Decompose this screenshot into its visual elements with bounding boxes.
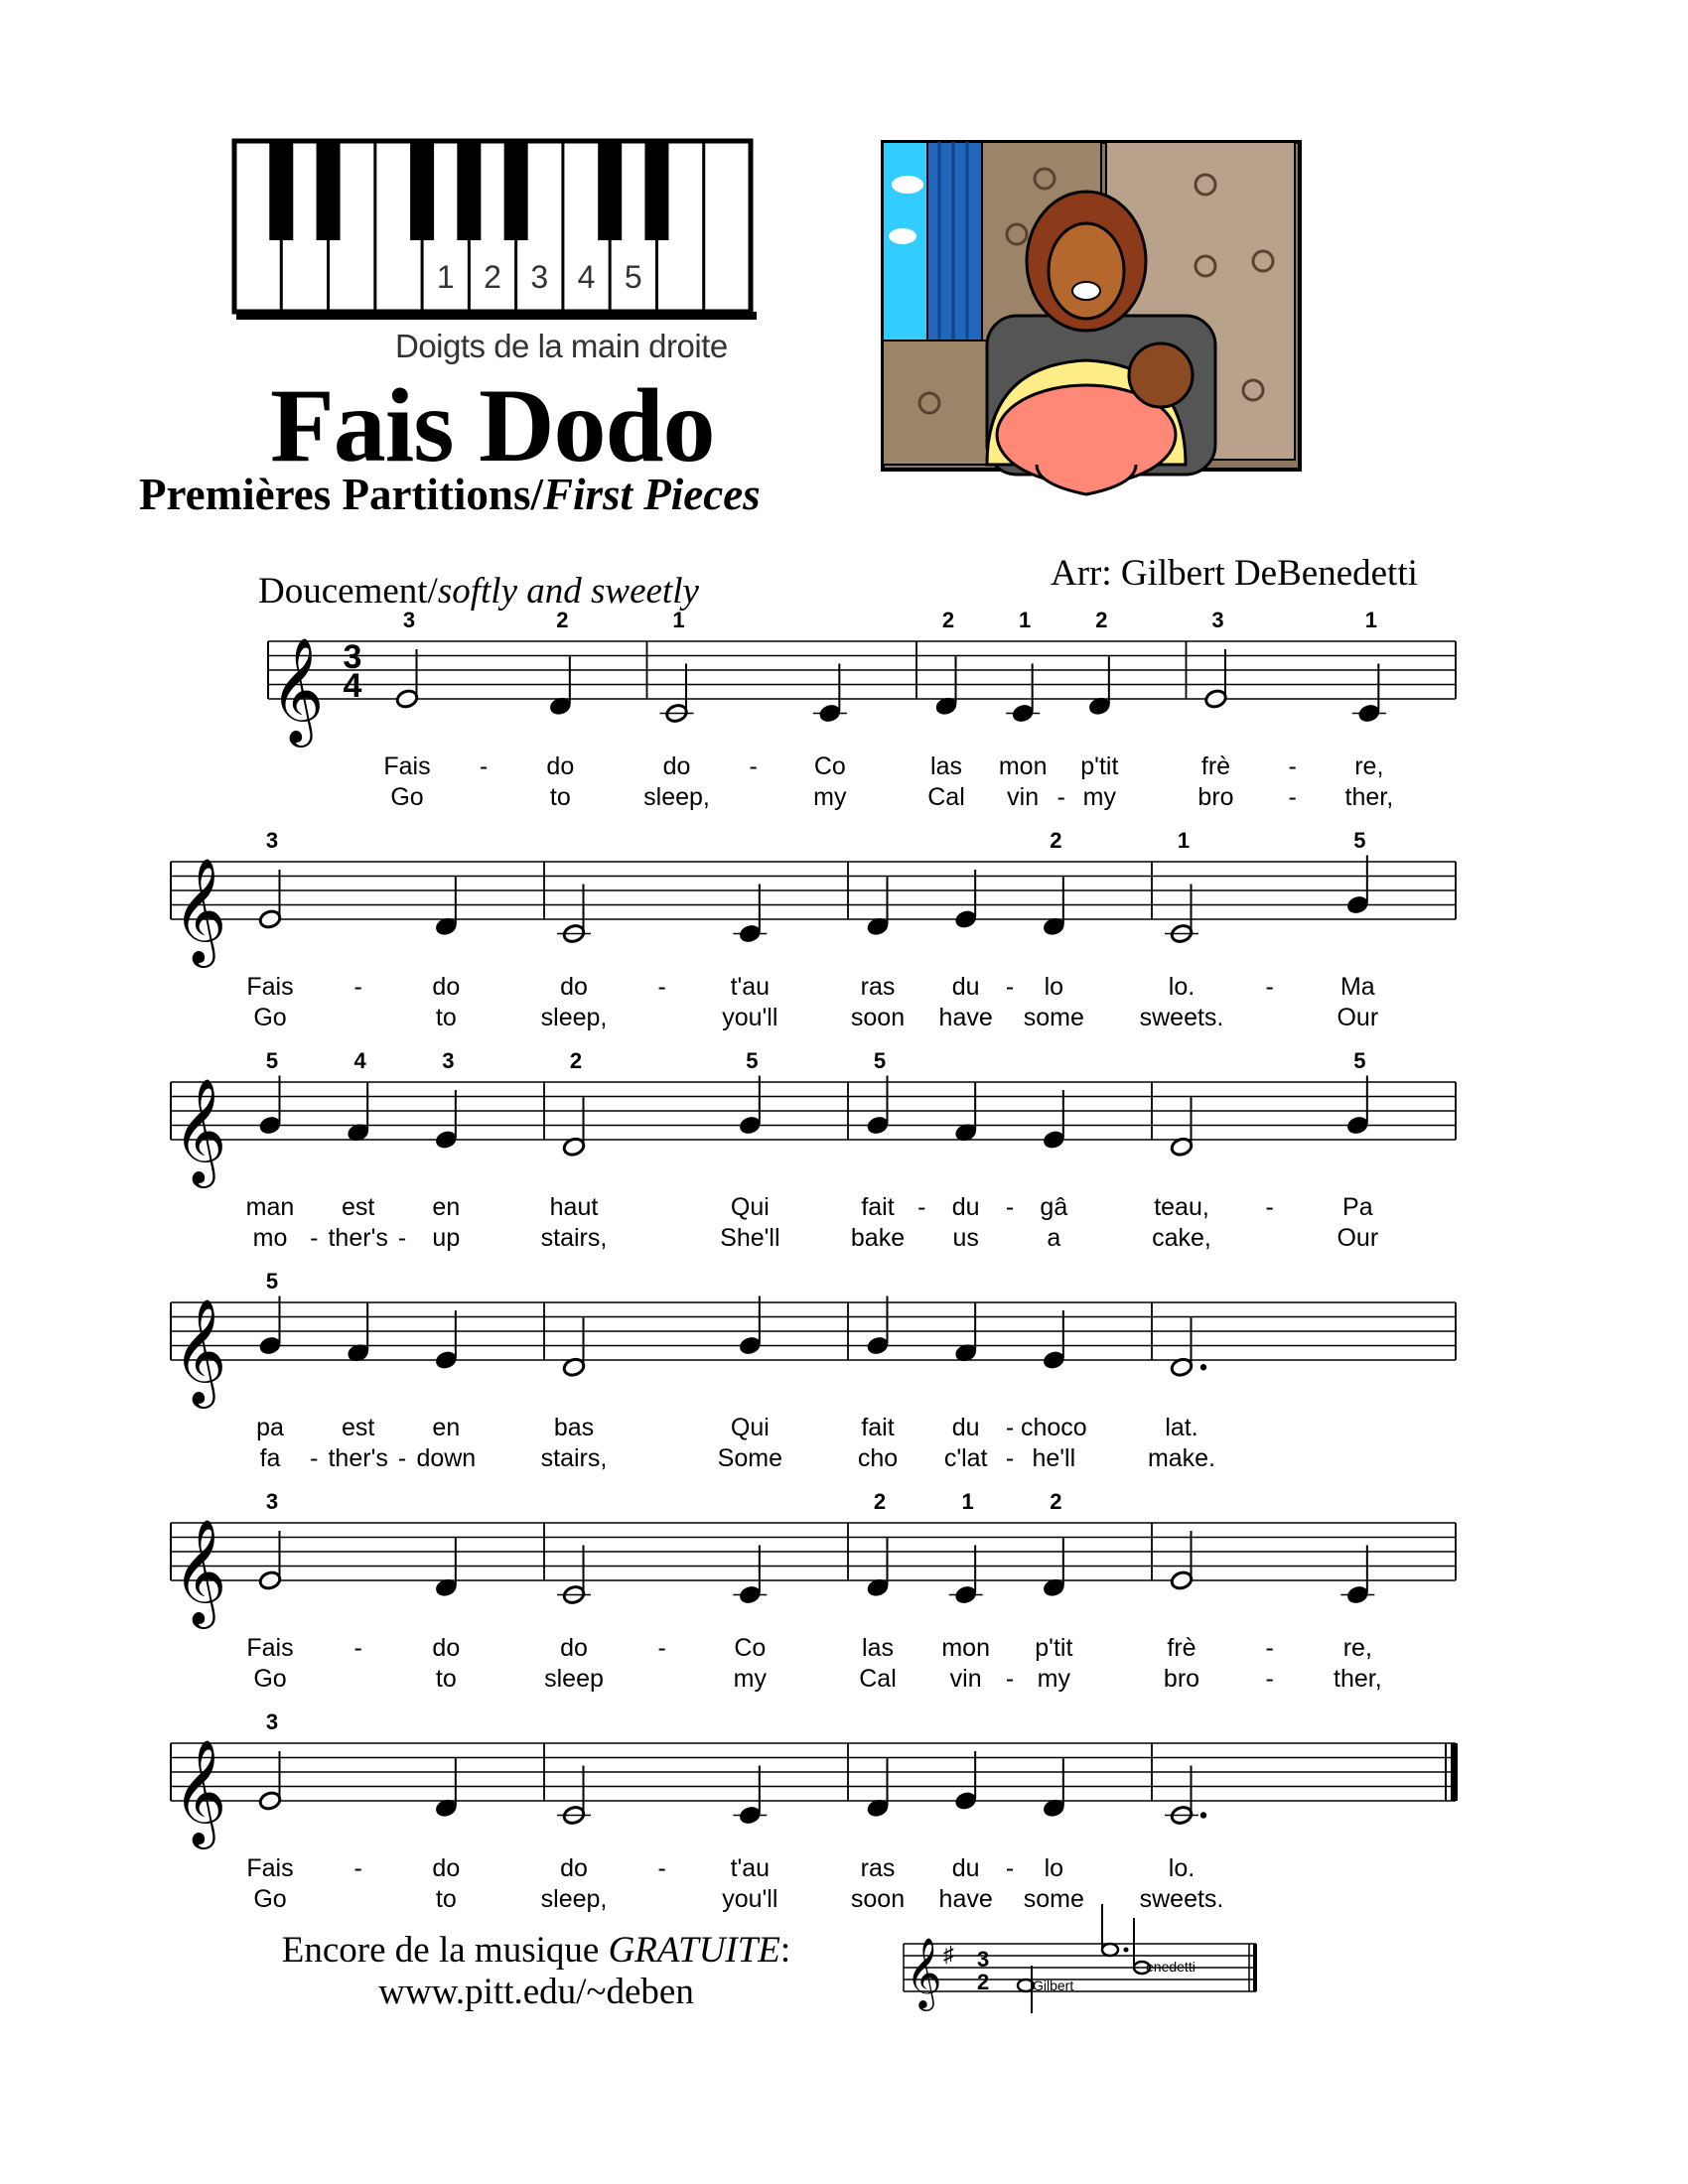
lyric-french: lat. [1165, 1414, 1198, 1441]
arranger-credit: Arr: Gilbert DeBenedetti [1051, 553, 1418, 594]
lyric-english: She'll [720, 1224, 780, 1252]
lyric-english: Go [390, 783, 424, 811]
subtitle-italic: First Pieces [542, 470, 761, 519]
lyric-hyphen: - [397, 1444, 407, 1472]
note-head [866, 1115, 890, 1136]
lyric-french: Fais [246, 1854, 294, 1882]
footer-line-1: Encore de la musique GRATUITE: [281, 1930, 791, 1971]
lyric-french: do [560, 973, 588, 1001]
lyric-english: Go [253, 1665, 287, 1693]
lyric-french: do [560, 1634, 588, 1662]
fingering-number: 2 [1095, 608, 1108, 632]
lyric-english: Cal [859, 1665, 897, 1693]
page-title: Fais Dodo [270, 367, 715, 483]
lyric-english: Go [253, 1885, 287, 1913]
fingering-number: 3 [442, 1048, 455, 1073]
staff-system [171, 1269, 1456, 1472]
lyric-french: est [341, 1414, 375, 1441]
lyric-french: Fais [383, 752, 431, 780]
fingering-number: 5 [265, 1269, 279, 1294]
lyric-french: haut [549, 1193, 599, 1221]
lyric-english: sleep [544, 1665, 604, 1693]
lyric-hyphen: - [353, 1634, 362, 1662]
fingering-number: 1 [1177, 828, 1191, 853]
lyric-french: t'au [730, 1854, 771, 1882]
lyric-english: sleep, [540, 1885, 608, 1913]
lyric-english: to [435, 1665, 457, 1693]
logo-text-right: enedetti [1146, 1959, 1196, 1975]
note-head [1345, 1115, 1369, 1136]
lyric-english: sweets. [1139, 1004, 1224, 1031]
lyric-french: do [662, 752, 691, 780]
fingering-number: 5 [873, 1048, 887, 1073]
lyric-english: us [952, 1224, 979, 1252]
lyric-french: frè [1200, 752, 1231, 780]
lyric-hyphen: - [1005, 973, 1015, 1001]
logo-time-top: 3 [977, 1947, 990, 1972]
lyric-french: do [432, 1634, 461, 1662]
lyric-french: Pa [1342, 1193, 1373, 1221]
lyric-english: ther's [328, 1444, 388, 1472]
lyric-english: mo [252, 1224, 288, 1252]
lyric-hyphen: - [657, 1634, 666, 1662]
lyric-english: up [432, 1224, 461, 1252]
lyric-french: lo [1044, 1854, 1064, 1882]
finger-number-label: 1 [436, 259, 455, 295]
lyric-hyphen: - [310, 1444, 319, 1472]
tempo-main: Doucement/ [258, 571, 438, 612]
fingering-number: 2 [1050, 828, 1062, 853]
subtitle-main: Premières Partitions/ [139, 470, 543, 519]
lyric-french: frè [1167, 1634, 1196, 1662]
lyric-french: ras [860, 973, 896, 1001]
lyric-english: fa [259, 1444, 281, 1472]
footer-url[interactable]: www.pitt.edu/~deben [378, 1972, 694, 2012]
lyric-english: to [435, 1885, 457, 1913]
lyric-hyphen: - [1005, 1665, 1015, 1693]
fingering-number: 3 [1211, 608, 1224, 632]
lyric-french: lo. [1168, 1854, 1196, 1882]
svg-text:𝄞: 𝄞 [906, 1939, 942, 2007]
lyric-french: mon [941, 1634, 990, 1662]
lyric-english: have [938, 1004, 993, 1031]
lyric-hyphen: - [1288, 783, 1297, 811]
fingering-number: 3 [265, 828, 279, 853]
lyric-french: Ma [1339, 973, 1375, 1001]
lyric-french: Fais [246, 1634, 294, 1662]
note-head [258, 1791, 282, 1812]
lyric-french: do [546, 752, 575, 780]
staff-system [171, 1489, 1456, 1693]
lyric-english: a [1047, 1224, 1061, 1252]
fingering-number: 1 [1364, 608, 1377, 632]
lyric-english: have [938, 1885, 993, 1913]
lyric-english: my [1082, 783, 1116, 811]
lyric-english: make. [1147, 1444, 1216, 1472]
finger-number-label: 4 [577, 259, 596, 295]
note-head [1170, 1570, 1194, 1591]
lyric-french: ras [860, 1854, 896, 1882]
finger-number-label: 2 [484, 259, 501, 295]
lyric-hyphen: - [1005, 1414, 1015, 1441]
note-head [434, 1350, 458, 1371]
note-head [395, 689, 419, 710]
augmentation-dot [1200, 1364, 1206, 1370]
treble-clef-icon: 𝄞 [173, 860, 227, 961]
lyric-french: Co [813, 752, 846, 780]
fingering-number: 5 [746, 1048, 759, 1073]
note-head [258, 1335, 282, 1356]
note-head [258, 1115, 282, 1136]
fingering-number: 5 [1353, 828, 1366, 853]
lyric-french: du [951, 1414, 980, 1441]
keyboard-caption: Doigts de la main droite [395, 328, 728, 364]
note-head [1042, 1350, 1065, 1371]
lyric-english: my [813, 783, 847, 811]
staff-system [171, 1048, 1456, 1252]
lyric-french: lo. [1168, 973, 1196, 1001]
lyric-hyphen: - [1288, 752, 1297, 780]
lyric-french: p'tit [1080, 752, 1119, 780]
fingering-number: 3 [265, 1709, 279, 1734]
lyric-french: Qui [730, 1414, 770, 1441]
treble-clef-icon: 𝄞 [173, 1080, 227, 1181]
finger-number-label: 3 [530, 259, 549, 295]
lyric-english: sleep, [643, 783, 710, 811]
lyric-hyphen: - [1005, 1854, 1015, 1882]
lyric-french: do [432, 973, 461, 1001]
lyric-french: en [432, 1193, 461, 1221]
lyric-french: pa [256, 1414, 284, 1441]
lyric-english: vin [1007, 783, 1040, 811]
lyric-english: to [549, 783, 571, 811]
note-head [258, 1570, 282, 1591]
fingering-number: 5 [1353, 1048, 1366, 1073]
tempo-italic: softly and sweetly [437, 571, 699, 612]
lyric-english: bro [1197, 783, 1234, 811]
lyric-french: bas [553, 1414, 595, 1441]
logo-text-left: Gilbert [1033, 1978, 1074, 1993]
fingering-number: 4 [353, 1048, 366, 1073]
lyric-french: Co [734, 1634, 767, 1662]
lyric-hyphen: - [1265, 1634, 1274, 1662]
lyric-hyphen: - [1265, 1665, 1274, 1693]
lyric-english: stairs, [540, 1444, 608, 1472]
lyric-hyphen: - [917, 1193, 926, 1221]
lyric-french: du [951, 1854, 980, 1882]
lyric-english: stairs, [540, 1224, 608, 1252]
lyric-english: Our [1336, 1224, 1379, 1252]
fingering-number: 5 [265, 1048, 279, 1073]
staff-system [268, 608, 1456, 811]
lyric-english: you'll [722, 1885, 778, 1913]
note-head [738, 1335, 762, 1356]
augmentation-dot [1200, 1812, 1206, 1818]
lyric-french: t'au [730, 973, 771, 1001]
lyric-english: soon [850, 1885, 906, 1913]
note-head [434, 1130, 458, 1151]
note-head [1204, 689, 1228, 710]
lyric-french: est [341, 1193, 375, 1221]
lyric-english: ther, [1344, 783, 1394, 811]
fingering-number: 3 [265, 1489, 279, 1514]
lyric-hyphen: - [657, 1854, 666, 1882]
lyric-hyphen: - [749, 752, 758, 780]
treble-clef-icon: 𝄞 [173, 1741, 227, 1843]
fingering-number: 2 [569, 1048, 583, 1073]
lyric-french: lo [1044, 973, 1064, 1001]
treble-clef-icon: 𝄞 [173, 1521, 227, 1622]
lyric-english: you'll [722, 1004, 778, 1031]
lyric-french: en [432, 1414, 461, 1441]
treble-clef-icon: 𝄞 [173, 1300, 227, 1402]
time-signature-bottom: 4 [343, 667, 362, 705]
fingering-number: 2 [873, 1489, 887, 1514]
lyric-hyphen: - [1005, 1444, 1015, 1472]
lyric-english: some [1023, 1885, 1084, 1913]
note-head [954, 909, 978, 930]
lyric-french: man [245, 1193, 295, 1221]
lyric-hyphen: - [1265, 1193, 1274, 1221]
lyric-french: re, [1342, 1634, 1372, 1662]
logo-time-bottom: 2 [977, 1970, 990, 1994]
staff-system [171, 828, 1456, 1031]
fingering-number: 2 [1050, 1489, 1062, 1514]
lyric-hyphen: - [310, 1224, 319, 1252]
lyric-english: ther, [1334, 1665, 1382, 1693]
lyric-hyphen: - [657, 973, 666, 1001]
lyric-french: fait [861, 1193, 895, 1221]
fingering-number: 1 [672, 608, 685, 632]
lyric-french: las [930, 752, 962, 780]
lyric-french: las [862, 1634, 894, 1662]
lyric-french: mon [998, 752, 1048, 780]
lyric-french: du [951, 973, 980, 1001]
note-head [258, 909, 282, 930]
lyric-hyphen: - [1056, 783, 1065, 811]
note-head [738, 1115, 762, 1136]
lyric-english: my [733, 1665, 767, 1693]
lyric-english: Go [253, 1004, 287, 1031]
lyric-english: cake, [1152, 1224, 1211, 1252]
finger-number-label: 5 [624, 259, 642, 295]
lyric-french: teau, [1154, 1193, 1209, 1221]
fingering-number: 1 [1019, 608, 1032, 632]
lyric-french: Qui [730, 1193, 770, 1221]
lyric-english: Cal [927, 783, 965, 811]
lyric-english: soon [850, 1004, 906, 1031]
lyric-french: re, [1354, 752, 1384, 780]
lyric-french: Fais [246, 973, 294, 1001]
lyric-english: to [435, 1004, 457, 1031]
lyric-english: sweets. [1139, 1885, 1224, 1913]
fingering-number: 2 [556, 608, 569, 632]
lyric-english: c'lat [943, 1444, 988, 1472]
note-head [1042, 1130, 1065, 1151]
lyric-french: gâ [1040, 1193, 1068, 1221]
note-head [1345, 894, 1369, 915]
fingering-number: 2 [941, 608, 955, 632]
lyric-hyphen: - [480, 752, 489, 780]
lyric-hyphen: - [1265, 973, 1274, 1001]
final-barline-thick [1451, 1743, 1458, 1801]
lyric-english: Some [717, 1444, 782, 1472]
lyric-hyphen: - [353, 973, 362, 1001]
lyric-french: fait [861, 1414, 895, 1441]
footer-link-text [228, 1930, 844, 2013]
lyric-french: do [432, 1854, 461, 1882]
lyric-english: he'll [1032, 1444, 1076, 1472]
staff-system [171, 1709, 1458, 1913]
lyric-english: sleep, [540, 1004, 608, 1031]
fingering-number: 3 [402, 608, 416, 632]
lyric-english: vin [949, 1665, 982, 1693]
lyric-french: du [951, 1193, 980, 1221]
lyric-french: do [560, 1854, 588, 1882]
treble-clef-icon: 𝄞 [270, 639, 325, 741]
lyric-english: bro [1163, 1665, 1200, 1693]
fingering-number: 1 [961, 1489, 974, 1514]
lyric-hyphen: - [353, 1854, 362, 1882]
lyric-english: cho [857, 1444, 899, 1472]
lyric-hyphen: - [397, 1224, 407, 1252]
lyric-hyphen: - [1005, 1193, 1015, 1221]
note-head [866, 1335, 890, 1356]
time-signature-top: 3 [343, 638, 362, 676]
lyric-english: my [1037, 1665, 1070, 1693]
note-head [954, 1791, 978, 1812]
lyric-english: down [416, 1444, 477, 1472]
lyric-english: bake [850, 1224, 906, 1252]
lyric-french: p'tit [1035, 1634, 1073, 1662]
lyric-english: some [1023, 1004, 1084, 1031]
lyric-english: ther's [328, 1224, 388, 1252]
lyric-english: Our [1336, 1004, 1379, 1031]
signature-staff-logo [894, 1904, 1271, 2023]
lyric-french: choco [1020, 1414, 1087, 1441]
svg-text:♯: ♯ [943, 1942, 954, 1967]
